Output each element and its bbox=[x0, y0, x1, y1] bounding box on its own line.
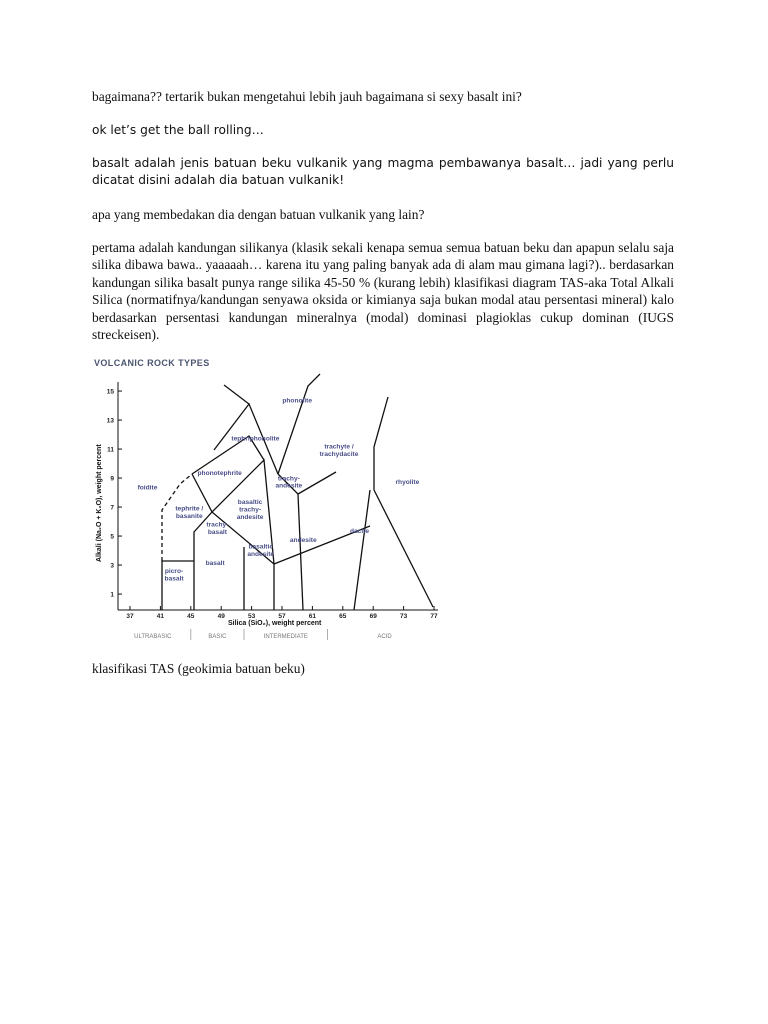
y-tick-label: 11 bbox=[107, 446, 114, 454]
paragraph-4: apa yang membedakan dia dengan batuan vulkanik yang lain? bbox=[92, 207, 425, 222]
x-ticks bbox=[126, 606, 438, 620]
y-tick-label: 3 bbox=[110, 562, 114, 570]
rock-field-label: phonolite bbox=[282, 397, 313, 405]
y-tick-label: 13 bbox=[106, 417, 114, 425]
tas-diagram bbox=[88, 352, 444, 642]
silica-class-label: ACID bbox=[377, 634, 392, 640]
x-axis-label: Silica (SiO₂), weight percent bbox=[228, 620, 322, 627]
rock-fields bbox=[138, 398, 420, 583]
x-tick-label: 45 bbox=[187, 613, 195, 620]
paragraph-3: basalt adalah jenis batuan beku vulkanik yang magma pembawanya basalt… jadi yang perlu dicatat disini adalah dia batuan vulkanik! bbox=[92, 156, 674, 188]
rock-field-label: dacite bbox=[349, 528, 370, 536]
x-tick-label: 37 bbox=[126, 613, 134, 620]
silica-class-label: ULTRABASIC bbox=[134, 634, 172, 640]
y-tick-label: 1 bbox=[110, 591, 114, 599]
x-tick-label: 41 bbox=[156, 613, 165, 620]
x-tick-label: 73 bbox=[399, 613, 408, 620]
x-tick-label: 57 bbox=[278, 613, 286, 620]
rock-field-label: trachyte / trachydacite bbox=[319, 443, 359, 458]
field-boundaries bbox=[162, 374, 433, 610]
y-tick-label: 5 bbox=[110, 533, 114, 541]
paragraph-5: pertama adalah kandungan silikanya (klasik sekali kenapa semua semua batuan beku dan apapun selalu saja silika dibawa bawa.. yaaaaah… karena itu yang paling banyak ada di alam mau gimana lagi?).. berdasarkan kandungan silika basalt punya range silika 45-50 % (kurang lebih) klasifikasi diagram TAS-aka Total Alkali Silica (normatifnya/kandungan senyawa oksida or kimianya saja bukan modal atau persentasi mineral) kalo berdasarkan persentasi kandungan mineralnya (modal) dominasi plagioklas cukup dominan (IUGS streckeisen). bbox=[92, 240, 674, 343]
figure-title: VOLCANIC ROCK TYPES bbox=[94, 358, 210, 368]
rock-field-label: picro-basalt bbox=[164, 568, 184, 583]
rock-field-label: tephriphonolite bbox=[231, 435, 280, 443]
rock-field-label: trachy-andesite bbox=[275, 475, 303, 490]
rock-field-label: basalt bbox=[205, 560, 225, 568]
y-tick-label: 9 bbox=[110, 475, 114, 483]
x-tick-label: 69 bbox=[369, 613, 377, 620]
x-tick-label: 49 bbox=[217, 613, 225, 620]
x-tick-label: 77 bbox=[430, 613, 438, 620]
rock-field-label: basaltic andesite bbox=[247, 543, 275, 558]
silica-class-label: INTERMEDIATE bbox=[263, 634, 308, 640]
x-tick-label: 61 bbox=[308, 613, 317, 620]
silica-classes bbox=[134, 629, 392, 640]
rock-field-label: phonotephrite bbox=[197, 470, 242, 478]
rock-field-label: tephrite / basanite bbox=[175, 505, 204, 521]
rock-field-label: trachy-basalt bbox=[206, 521, 229, 537]
y-ticks bbox=[107, 389, 122, 599]
paragraph-2: ok let’s get the ball rolling… bbox=[92, 123, 264, 137]
rock-field-label: foidite bbox=[137, 484, 158, 492]
figure-caption: klasifikasi TAS (geokimia batuan beku) bbox=[92, 661, 305, 676]
x-tick-label: 65 bbox=[339, 613, 347, 620]
y-tick-label: 15 bbox=[106, 388, 114, 396]
x-tick-label: 53 bbox=[247, 613, 256, 620]
y-tick-label: 7 bbox=[110, 504, 114, 512]
rock-field-label: rhyolite bbox=[395, 478, 420, 486]
paragraph-1: bagaimana?? tertarik bukan mengetahui lebih jauh bagaimana si sexy basalt ini? bbox=[92, 89, 522, 104]
rock-field-label: andesite bbox=[289, 536, 317, 544]
silica-class-label: BASIC bbox=[208, 634, 227, 640]
y-axis-label: Alkali (Na₂O + K₂O), weight percent bbox=[96, 444, 103, 562]
rock-field-label: basaltic trachy-andesite bbox=[236, 499, 264, 521]
